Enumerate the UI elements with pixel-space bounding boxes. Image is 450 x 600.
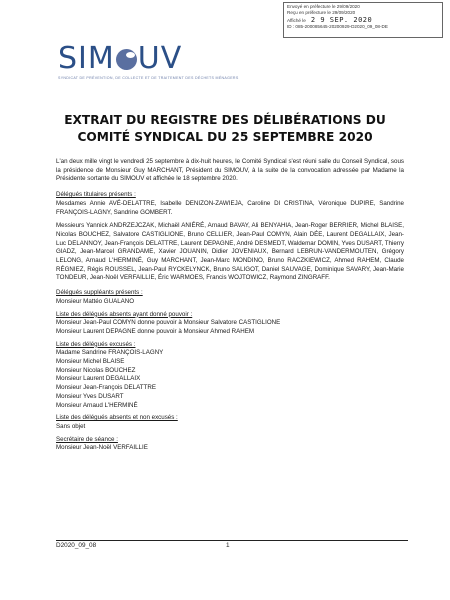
excuses-heading: Liste des délégués excusés : bbox=[56, 340, 136, 348]
footer-divider bbox=[56, 540, 408, 541]
logo-text-end: UV bbox=[137, 41, 183, 76]
non-excuse-item: Sans objet bbox=[56, 422, 86, 430]
suppleant-item: Monsieur Mattéo GUALANO bbox=[56, 297, 135, 305]
stamp-posted bbox=[287, 17, 439, 24]
title-line-2: COMITÉ SYNDICAL DU 25 SEPTEMBRE 2020 bbox=[77, 130, 373, 144]
footer-reference: D2020_09_08 bbox=[56, 542, 97, 549]
prefecture-stamp bbox=[283, 2, 443, 38]
logo-text-start: SIM bbox=[58, 41, 115, 76]
intro-paragraph: L'an deux mille vingt le vendredi 25 septembre à dix-huit heures, le Comité Syndical s'est réuni salle du Conseil Syndical, sous la présidence de Monsieur Guy MARCHANT, Président du SIMOUV, à la suite de la convocation adressée par Madame la Présidente sortante du SIMOUV et affichée le 18 septembre 2020. bbox=[56, 158, 404, 183]
pouvoir-item: Monsieur Laurent DEPAGNE donne pouvoir à Monsieur Ahmed RAHEM bbox=[56, 327, 254, 335]
stamp-id: ID : 085-200085645-20200929-D2020_09_08-DE bbox=[287, 24, 388, 30]
titulaires-heading: Délégués titulaires présents : bbox=[56, 191, 136, 199]
excuse-item: Monsieur Michel BLAISE bbox=[56, 358, 125, 366]
excuse-item: Monsieur Jean-François DELATTRE bbox=[56, 384, 156, 392]
page-number: 1 bbox=[226, 542, 230, 549]
stamp-received: Reçu en préfecture le 29/09/2020 bbox=[287, 10, 356, 16]
stamp-sent: Envoyé en préfecture le 29/09/2020 bbox=[287, 4, 360, 9]
excuse-item: Monsieur Arnaud L'HERMINÉ bbox=[56, 401, 138, 409]
non-excuses-heading: Liste des délégués absents et non excusés : bbox=[56, 414, 178, 422]
excuse-item: Monsieur Nicolas BOUCHEZ bbox=[56, 366, 136, 374]
titulaires-mesdames: Mesdames Annie AVÉ-DELATTRE, Isabelle DENIZON-ZAWIEJA, Caroline DI CRISTINA, Véronique DUPIRE, Sandrine FRANÇOIS-LAGNY, Sandrine GOMBERT. bbox=[56, 199, 404, 216]
excuse-item: Monsieur Yves DUSART bbox=[56, 392, 124, 400]
suppleants-heading: Délégués suppléants présents : bbox=[56, 289, 143, 297]
logo-wordmark bbox=[58, 41, 208, 76]
document-body bbox=[56, 158, 404, 453]
excuse-item: Monsieur Laurent DEGALLAIX bbox=[56, 375, 141, 383]
secretaire-item: Monsieur Jean-Noël VERFAILLIE bbox=[56, 444, 148, 452]
document-title bbox=[40, 112, 410, 146]
stamp-posted-date: 2 9 SEP. 2020 bbox=[310, 16, 373, 24]
logo-o-icon bbox=[116, 49, 137, 70]
logo-subtitle: SYNDICAT DE PRÉVENTION, DE COLLECTE ET DE TRAITEMENT DES DÉCHETS MÉNAGERS bbox=[58, 76, 239, 80]
title-line-1: EXTRAIT DU REGISTRE DES DÉLIBÉRATIONS DU bbox=[64, 113, 386, 127]
pouvoir-item: Monsieur Jean-Paul COMYN donne pouvoir à Monsieur Salvatore CASTIGLIONE bbox=[56, 319, 281, 327]
secretaire-heading: Secrétaire de séance : bbox=[56, 435, 118, 443]
stamp-posted-label: Affiché le bbox=[287, 17, 306, 23]
simouv-logo bbox=[58, 41, 239, 90]
excuse-item: Madame Sandrine FRANÇOIS-LAGNY bbox=[56, 349, 164, 357]
titulaires-messieurs: Messieurs Yannick ANDRZEJCZAK, Michaël ANIÉRÉ, Arnaud BAVAY, Ali BENYAHIA, Jean-Roger BERRIER, Michel BLAISE, Nicolas BOUCHEZ, Salvatore CASTIGLIONE, Bruno CELLIER, Jean-Paul COMYN, Alain DÉE, Laurent DEGALLAIX, Jean-Luc DELANNOY, Jean-François DELATTRE, Laurent DEPAGNE, André DESMEDT, Waldemar DOMIN, Yves DUSART, Thierry GIADZ, Jean-Marcel GRANDAME, Xavier JOUANIN, Didier JOVENIAUX, Bernard LEBRUN-VANDERMOUTEN, Grégory LELONG, Arnaud L'HERMINÉ, Guy MARCHANT, Jean-Marc MONDINO, Bruno RACZKIEWICZ, Ahmed RAHEM, Claude RÉGNIEZ, Régis ROUSSEL, Jean-Paul RYCKELYNCK, Bruno SALIGOT, Daniel SAUVAGE, Dominique SAVARY, Jean-Marie TONDEUR, Jean-Noël VERFAILLIE, Éric WARMOES, Francis WOJTOWICZ, Raymond ZINGRAFF. bbox=[56, 222, 404, 282]
pouvoirs-heading: Liste des délégués absents ayant donné pouvoir : bbox=[56, 310, 193, 318]
